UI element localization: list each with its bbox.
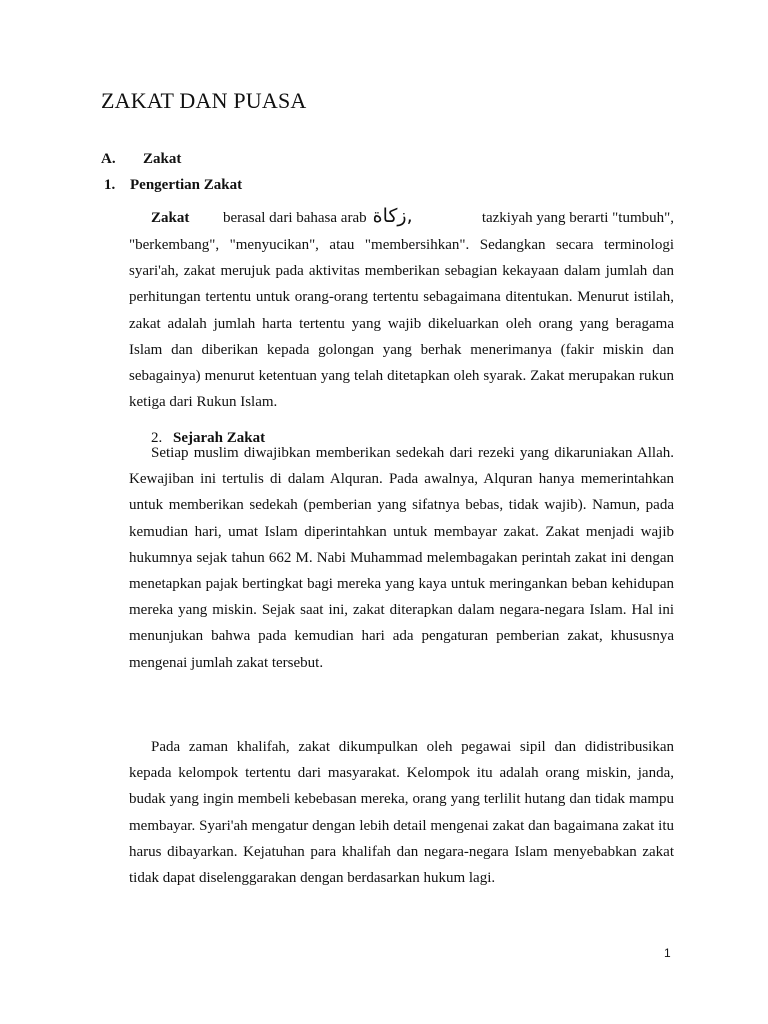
term-zakat: Zakat bbox=[151, 210, 190, 226]
subheading-label: Sejarah Zakat bbox=[173, 430, 266, 446]
pengertian-first-line bbox=[151, 205, 674, 227]
sejarah-paragraph-2-text: Pada zaman khalifah, zakat dikumpulkan oleh pegawai sipil dan didistribusikan kepada kelompok tertentu dari masyarakat. Kelompok itu adalah orang miskin, janda, budak yang ingin membeli kebebasan mereka, orang yang terlilit hutang dan tidak mampu membayar. Syari'ah mengatur dengan lebih detail mengenai zakat dan bagaimana zakat itu harus dibayarkan. Kejatuhan para khalifah dan negara-negara Islam menyebabkan zakat tidak dapat diselenggarakan dengan berdasarkan hukum lagi. bbox=[129, 739, 674, 887]
page-number: 1 bbox=[664, 946, 671, 960]
subheading-label: Pengertian Zakat bbox=[130, 177, 243, 193]
subheading-marker: 1. bbox=[104, 177, 116, 193]
section-label: Zakat bbox=[143, 151, 182, 167]
sejarah-paragraph-2 bbox=[129, 734, 674, 891]
subheading-pengertian-zakat bbox=[104, 177, 242, 194]
pengertian-text-b: tazkiyah yang berarti "tumbuh", bbox=[481, 210, 674, 226]
subheading-marker: 2. bbox=[151, 430, 163, 446]
section-heading-zakat bbox=[101, 151, 181, 168]
section-marker: A. bbox=[101, 151, 116, 167]
arabic-word-zakat: زكاة, bbox=[372, 205, 413, 227]
sejarah-paragraph-1-text: Setiap muslim diwajibkan memberikan sedekah dari rezeki yang dikaruniakan Allah. Kewajiban ini tertulis di dalam Alquran. Pada awalnya, Alquran hanya memerintahkan untuk memberikan sedekah (pemberian yang sifatnya bebas, tidak wajib). Namun, pada kemudian hari, umat Islam diperintahkan untuk membayar zakat. Zakat menjadi wajib hukumnya sejak tahun 662 M. Nabi Muhammad melembagakan perintah zakat ini dengan menetapkan pajak bertingkat bagi mereka yang kaya untuk meringankan beban kehidupan mereka yang miskin. Sejak saat ini, zakat diterapkan dalam negara-negara Islam. Hal ini menunjukan bahwa pada kemudian hari ada pengaturan pemberian zakat, khususnya mengenai jumlah zakat tersebut. bbox=[129, 445, 674, 671]
document-title: ZAKAT DAN PUASA bbox=[101, 88, 307, 113]
sejarah-paragraph-1 bbox=[129, 440, 674, 676]
pengertian-paragraph: "berkembang", "menyucikan", atau "membersihkan". Sedangkan secara terminologi syari'ah, zakat merujuk pada aktivitas memberikan sebagian kekayaan dalam jumlah dan perhitungan tertentu untuk orang-orang tertentu sebagaimana ditentukan. Menurut istilah, zakat adalah jumlah harta tertentu yang wajib dikeluarkan oleh orang yang beragama Islam dan diberikan kepada golongan yang berhak menerimanya (fakir miskin dan sebagainya) menurut ketentuan yang telah ditetapkan oleh syarak. Zakat merupakan rukun ketiga dari Rukun Islam. bbox=[129, 237, 674, 411]
pengertian-text-a: berasal dari bahasa arab bbox=[222, 210, 367, 226]
